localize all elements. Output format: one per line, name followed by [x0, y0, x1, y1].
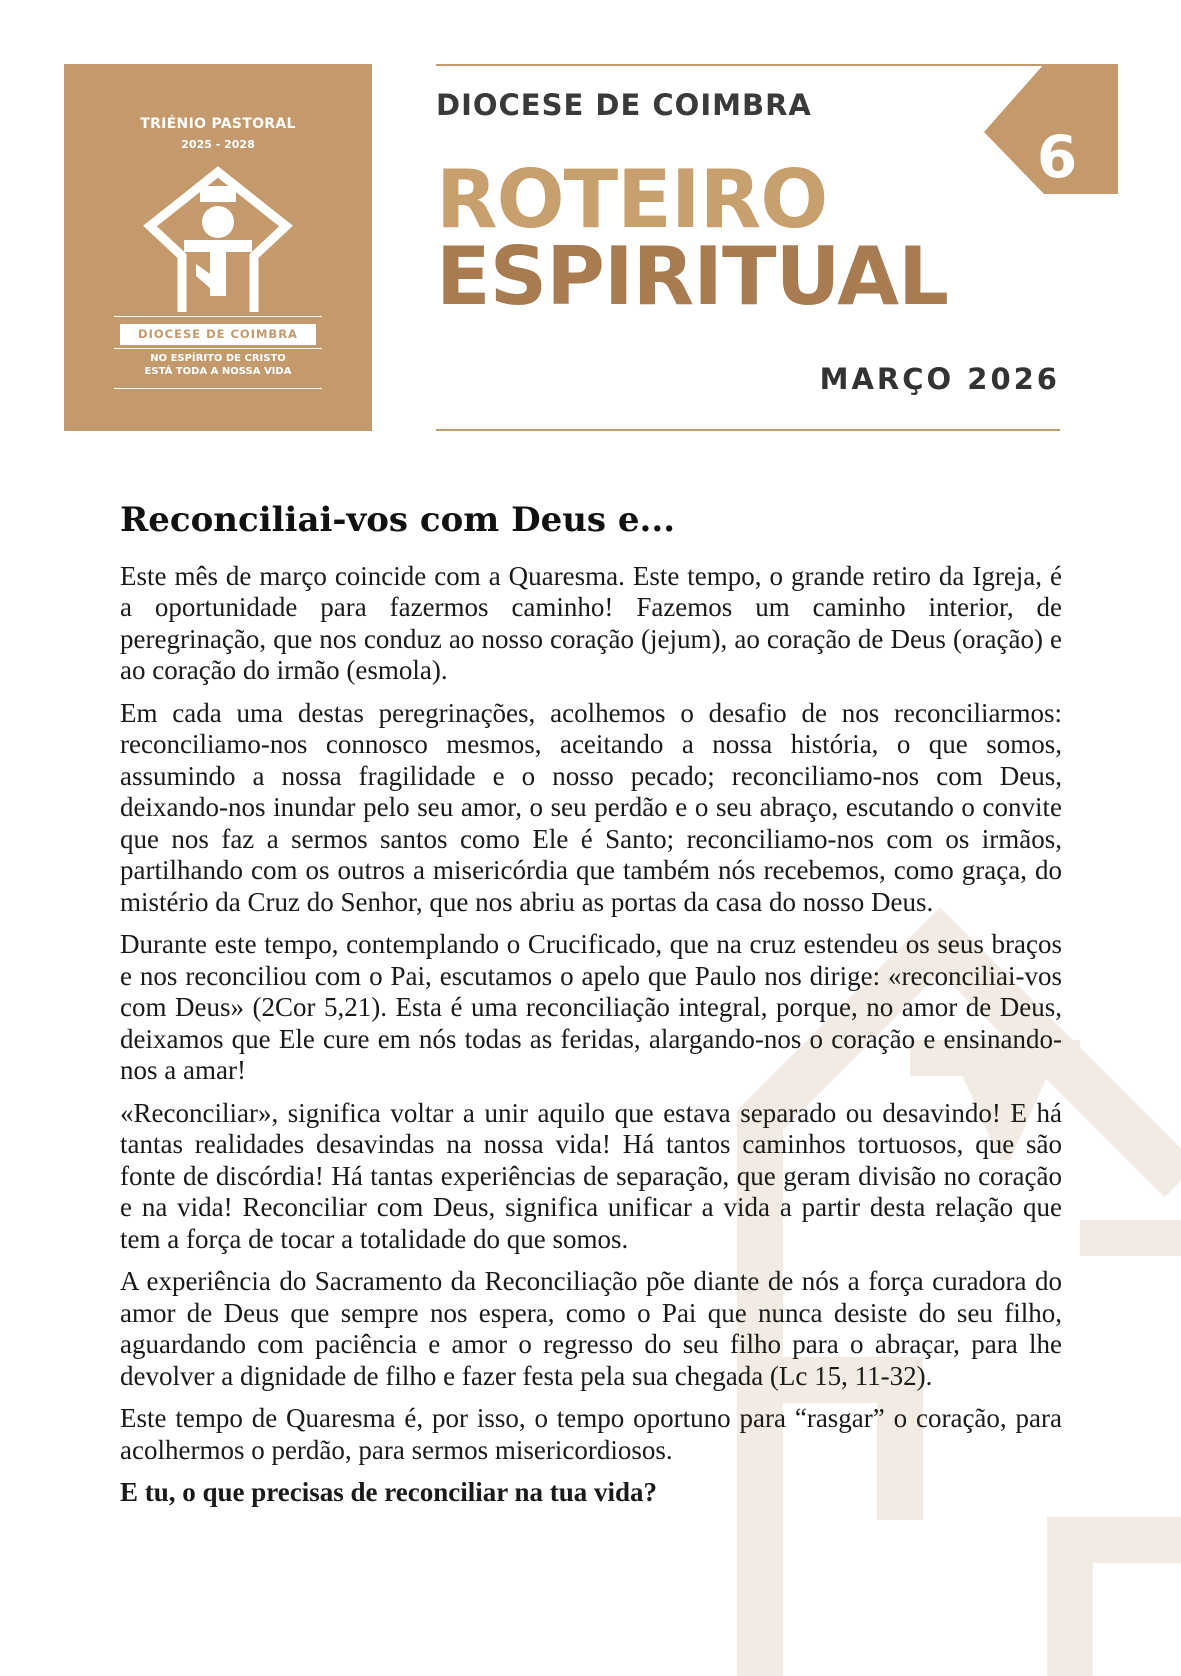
logo-rule-bottom	[114, 388, 322, 389]
logo-rule-top	[114, 316, 322, 317]
paragraph-5: A experiência do Sacramento da Reconciliação põe diante de nós a força curadora do amor de Deus que sempre nos espera, como o Pai que nunca desiste do seu filho, aguardando com paciência e amor o regresso do seu filho para o abraçar, para lhe devolver a dignidade de filho e fazer festa pela sua chegada (Lc 15, 11-32).	[120, 1266, 1062, 1391]
closing-question: E tu, o que precisas de reconciliar na tua vida?	[120, 1477, 658, 1508]
paragraph-2: Em cada uma destas peregrinações, acolhemos o desafio de nos reconciliarmos: reconciliamo-nos connosco mesmos, aceitando a nossa história, o que somos, assumindo a nossa fragilidade e o nosso pecado; reconciliamo-nos com Deus, deixando-nos inundar pelo seu amor, o seu perdão e o seu abraço, escutando o convite que nos faz a sermos santos como Ele é Santo; reconciliamo-nos com os irmãos, partilhando com os outros a misericórdia que também nós recebemos, como graça, do mistério da Cruz do Senhor, que nos abriu as portas da casa do nosso Deus.	[120, 697, 1062, 917]
paragraph-6: Este tempo de Quaresma é, por isso, o tempo oportuno para “rasgar” o coração, para acolhermos o perdão, para sermos misericordiosos.	[120, 1403, 1062, 1465]
logo-band: DIOCESE DE COIMBRA	[120, 324, 316, 345]
house-cross-icon	[138, 164, 298, 314]
logo-years: 2025 - 2028	[181, 138, 255, 151]
logo-rule-middle	[114, 348, 322, 349]
article-heading: Reconciliai-vos com Deus e...	[120, 500, 676, 540]
issue-number: 6	[1036, 123, 1078, 191]
issue-month: MARÇO 2026	[819, 362, 1060, 396]
header-rule-top	[436, 64, 1060, 66]
logo-motto-1: NO ESPÍRITO DE CRISTO	[150, 353, 286, 364]
header-rule-bottom	[436, 429, 1060, 431]
paragraph-1: Este mês de março coincide com a Quaresma. Este tempo, o grande retiro da Igreja, é a oportunidade para fazermos caminho! Fazemos um caminho interior, de peregrinação, que nos conduz ao nosso coração (jejum), ao coração de Deus (oração) e ao coração do irmão (esmola).	[120, 560, 1062, 686]
diocese-name: DIOCESE DE COIMBRA	[436, 88, 812, 122]
paragraph-4: «Reconciliar», significa voltar a unir aquilo que estava separado ou desavindo! E há tantas realidades desavindas na nossa vida! Há tantos caminhos tortuosos, que são fonte de discórdia! Há tantas experiências de separação, que geram divisão no coração e na vida! Reconciliar com Deus, significa unificar a vida a partir desta relação que tem a força de tocar a totalidade do que somos.	[120, 1097, 1062, 1254]
title-espiritual: ESPIRITUAL	[436, 230, 948, 323]
diocese-logo	[64, 64, 372, 431]
paragraph-3: Durante este tempo, contemplando o Crucificado, que na cruz estendeu os seus braços e nos reconciliou com o Pai, escutamos o apelo que Paulo nos dirige: «reconciliai-vos com Deus» (2Cor 5,21). Esta é uma reconciliação integral, porque, no amor de Deus, deixamos que Ele cure em nós todas as feridas, alargando-nos o coração e ensinando-nos a amar!	[120, 929, 1062, 1086]
article-body	[120, 500, 1062, 1520]
logo-motto-2: ESTÁ TODA A NOSSA VIDA	[144, 366, 292, 377]
title-roteiro: ROTEIRO	[436, 153, 828, 246]
logo-trienio-label: TRIÉNIO PASTORAL	[140, 116, 296, 132]
